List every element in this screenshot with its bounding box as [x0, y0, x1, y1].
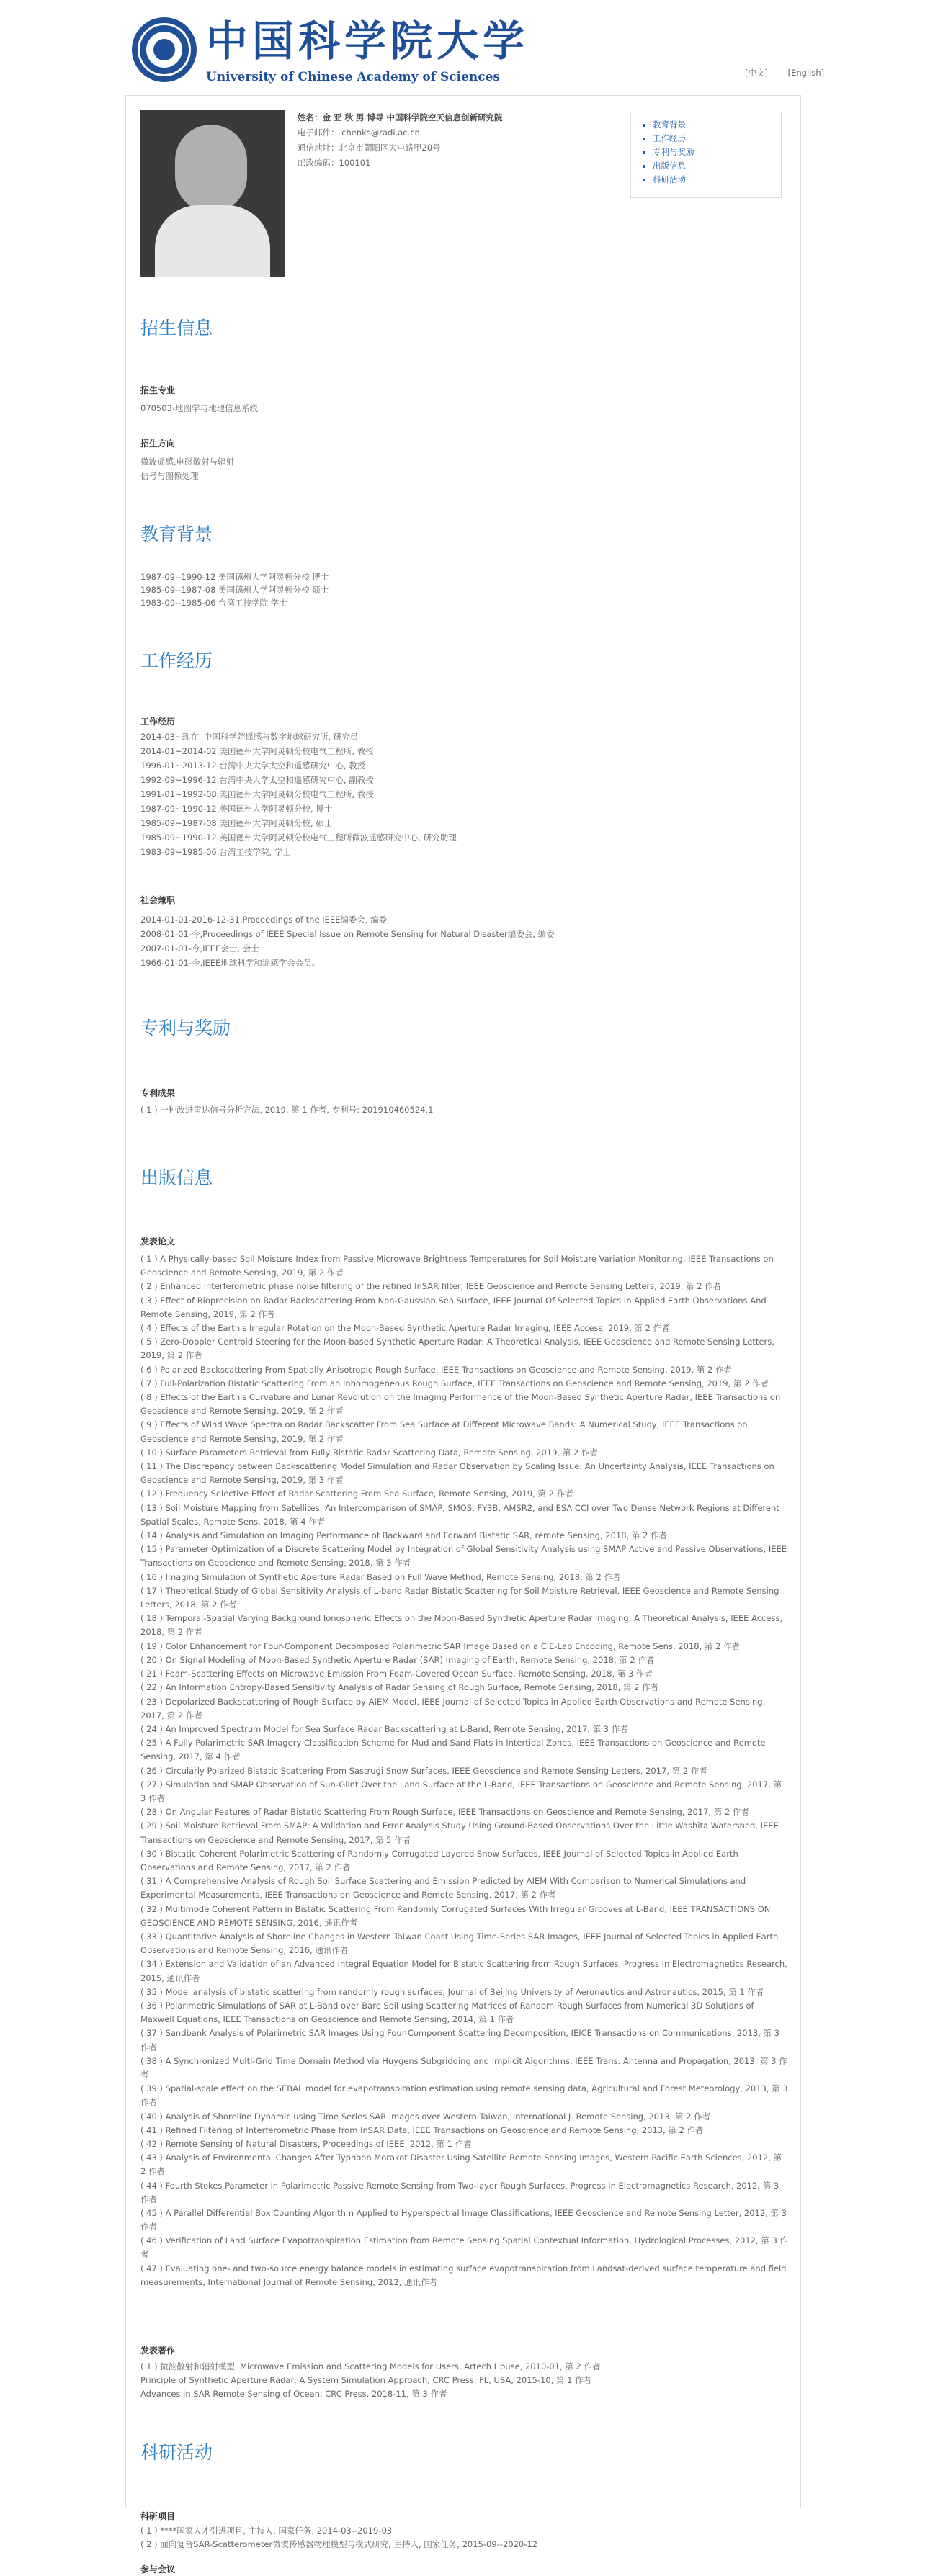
- social-role-item: 1966-01-01-今,IEEE地球科学和遥感学会会员。: [140, 958, 321, 968]
- work-item: 2014-01~2014-02,美国德州大学阿灵顿分校电气工程所, 教授: [140, 746, 374, 756]
- profile-info: [298, 110, 607, 171]
- work-item: 1985-09~1990-12,美国德州大学阿灵顿分校电气工程所微波遥感研究中心, 研究助理: [140, 833, 457, 843]
- recruit-major-item: 070503-地图学与地理信息系统: [140, 403, 259, 413]
- paper-item: ( 9 ) Effects of Wind Wave Spectra on Radar Backscatter From Sea Surface at Different Microwave Bands: A Numerical Study, IEEE Transactions on Geoscience and Remote Sensing, 2019, 第 2 作者: [140, 1419, 748, 1444]
- paper-item: ( 42 ) Remote Sensing of Natural Disasters, Proceedings of IEEE, 2012, 第 1 作者: [140, 2139, 472, 2149]
- education-item: 1983-09--1985-06 台湾工技学院 学士: [140, 598, 287, 608]
- patent-results-heading: 专利成果: [140, 1088, 176, 1098]
- research-projects-list: [140, 2524, 789, 2552]
- work-item: 1983-09~1985-06,台湾工技学院, 学士: [140, 847, 291, 857]
- section-title-recruit: 招生信息: [140, 318, 213, 338]
- recruit-major-heading: 招生专业: [140, 385, 176, 395]
- paper-item: ( 45 ) A Parallel Differential Box Counting Algorithm Applied to Hyperspectral Image Classifications, IEEE Geoscience and Remote Sensing Letter, 2012, 第 3 作者: [140, 2208, 787, 2232]
- paper-item: ( 19 ) Color Enhancement for Four-Component Decomposed Polarimetric SAR Image Based on a CIE-Lab Encoding, Remote Sens, 2018, 第 2 作者: [140, 1641, 740, 1651]
- paper-item: ( 28 ) On Angular Features of Radar Bistatic Scattering From Rough Surface, IEEE Transactions on Geoscience and Remote Sensing, 2017, 第 2 作者: [140, 1807, 749, 1818]
- paper-item: ( 35 ) Model analysis of bistatic scattering from randomly rough surfaces, Journal of Beijing University of Aeronautics and Astronautics, 2015, 第 1 作者: [140, 1986, 764, 1997]
- paper-item: ( 44 ) Fourth Stokes Parameter in Polarimetric Passive Remote Sensing from Two-layer Rough Surfaces, Progress In Electromagnetics Research, 2012, 第 3 作者: [140, 2180, 779, 2204]
- social-role-item: 2008-01-01-今,Proceedings of IEEE Special Issue on Remote Sensing for Natural Disaster编委会, 编委: [140, 929, 555, 939]
- paper-item: ( 29 ) Soil Moisture Retrieval From SMAP: A Validation and Error Analysis Study Using Ground-Based Observations Over the Little Washita Watershed, IEEE Transactions on Geoscience and Remote Sensing, 2017, 第 5 作者: [140, 1821, 779, 1845]
- social-role-item: 2007-01-01-今,IEEE会士, 会士: [140, 943, 259, 953]
- paper-item: ( 27 ) Simulation and SMAP Observation of Sun-Glint Over the Land Surface at the L-Band, IEEE Transactions on Geoscience and Remote Sensing, 2017, 第 3 作者: [140, 1779, 782, 1803]
- toc-item-publications[interactable]: ▪ 出版信息: [653, 159, 774, 173]
- paper-item: ( 37 ) Sandbank Analysis of Polarimetric SAR Images Using Four-Component Scattering Decomposition, IEICE Transactions on Communications, 2013, 第 3 作者: [140, 2028, 779, 2052]
- paper-item: ( 18 ) Temporal-Spatial Varying Background Ionospheric Effects on the Moon-Based Synthetic Aperture Radar Imaging: A Theoretical Analysis, IEEE Access, 2018, 第 2 作者: [140, 1613, 783, 1638]
- work-history-heading: 工作经历: [140, 717, 176, 727]
- paper-item: ( 47 ) Evaluating one- and two-source energy balance models in estimating surface evapotranspiration from Landsat-derived surface temperature and field measurements, International Journal of Remote Sensing, 2012, 通讯作者: [140, 2263, 787, 2288]
- paper-item: ( 34 ) Extension and Validation of an Advanced Integral Equation Model for Bistatic Scattering from Rough Surfaces, Progress In Electromagnetics Research, 2015, 通讯作者: [140, 1959, 787, 1983]
- section-title-patents: 专利与奖励: [140, 1018, 231, 1038]
- paper-item: ( 22 ) An Information Entropy-Based Sensitivity Analysis of Radar Sensing of Rough Surface, Remote Sensing, 2018, 第 2 作者: [140, 1682, 659, 1693]
- paper-item: ( 26 ) Circularly Polarized Bistatic Scattering From Sastrugi Snow Surfaces, IEEE Geoscience and Remote Sensing Letters, 2017, 第 2 作者: [140, 1765, 707, 1776]
- paper-item: ( 38 ) A Synchronized Multi-Grid Time Domain Method via Huygens Subgridding and Implicit Algorithms, IEEE Trans. Antenna and Propagation, 2013, 第 3 作者: [140, 2055, 787, 2080]
- work-item: 1992-09~1996-12,台湾中央大学太空和遥感研究中心, 副教授: [140, 775, 374, 785]
- paper-item: ( 3 ) Effect of Bioprecision on Radar Backscattering From Non-Gaussian Sea Surface, IEEE Journal Of Selected Topics In Applied Earth Observations And Remote Sensing, 2019, 第 2 作者: [140, 1295, 767, 1319]
- logo-chinese-name: 中国科学院大学: [206, 17, 529, 66]
- logo-english-name: University of Chinese Academy of Sciences: [206, 70, 500, 84]
- lang-english-link[interactable]: [English]: [787, 68, 825, 78]
- profile-address: 通信地址：北京市朝阳区大屯路甲20号: [298, 143, 441, 153]
- section-title-work: 工作经历: [140, 650, 213, 671]
- paper-item: ( 21 ) Foam-Scattering Effects on Microwave Emission From Foam-Covered Ocean Surface, Remote Sensing, 2018, 第 3 作者: [140, 1669, 653, 1679]
- paper-item: ( 32 ) Multimode Coherent Pattern in Bistatic Scattering From Randomly Corrugated Surfaces With Irregular Grooves at L-Band, IEEE TRANSACTIONS ON GEOSCIENCE AND REMOTE SENSING, 2016, 通讯作者: [140, 1903, 771, 1928]
- recruit-direction-item: 微波遥感,电磁散射与辐射: [140, 457, 235, 467]
- work-item: 1996-01~2013-12,台湾中央大学太空和遥感研究中心, 教授: [140, 760, 366, 771]
- paper-item: ( 33 ) Quantitative Analysis of Shoreline Changes in Western Taiwan Coast Using Time-Series SAR Images, IEEE Journal of Selected Topics in Applied Earth Observations and Remote Sensing, 2016, 通讯作者: [140, 1931, 779, 1956]
- profile-postcode: 邮政编码：100101: [298, 158, 371, 168]
- papers-heading: 发表论文: [140, 1237, 176, 1247]
- research-project-item: ( 1 ) ****国家人才引进项目, 主持人, 国家任务, 2014-03--2019-03: [140, 2526, 393, 2536]
- paper-item: ( 8 ) Effects of the Earth's Curvature and Lunar Revolution on the Imaging Performance of the Moon-Based Synthetic Aperture Radar, IEEE Transactions on Geoscience and Remote Sensing, 2019, 第 2 作者: [140, 1392, 781, 1417]
- paper-item: ( 7 ) Full-Polarization Bistatic Scattering From an Inhomogeneous Rough Surface, IEEE Transactions on Geoscience and Remote Sensing, 2019, 第 2 作者: [140, 1378, 769, 1388]
- section-title-education: 教育背景: [140, 524, 213, 544]
- paper-item: ( 46 ) Verification of Land Surface Evapotranspiration Estimation from Remote Sensing Spatial Contextual Information, Hydrological Processes, 2012, 第 3 作者: [140, 2235, 788, 2260]
- paper-item: ( 41 ) Refined Filtering of Interferometric Phase from InSAR Data, IEEE Transactions on Geoscience and Remote Sensing, 2013, 第 2 作者: [140, 2124, 704, 2135]
- ucas-emblem-icon: [132, 17, 197, 82]
- research-project-item: ( 2 ) 面向复合SAR-Scatterometer微波传感器物理模型与模式研究, 主持人, 国家任务, 2015-09--2020-12: [140, 2539, 538, 2549]
- paper-item: ( 10 ) Surface Parameters Retrieval from Fully Bistatic Radar Scattering Data, Remote Sensing, 2019, 第 2 作者: [140, 1447, 598, 1458]
- language-switcher: [728, 66, 824, 79]
- paper-item: ( 30 ) Bistatic Coherent Polarimetric Scattering of Randomly Corrugated Layered Snow Surfaces, IEEE Journal of Selected Topics in Applied Earth Observations and Remote Sensing, 2017, 第 2 作者: [140, 1848, 738, 1872]
- paper-item: ( 11 ) The Discrepancy between Backscattering Model Simulation and Radar Observation by Scaling Issue: An Uncertainty Analysis, IEEE Transactions on Geoscience and Remote Sensing, 2019, 第 3 作者: [140, 1461, 774, 1486]
- paper-item: ( 6 ) Polarized Backscattering From Spatially Anisotropic Rough Surface, IEEE Transactions on Geoscience and Remote Sensing, 2019, 第 2 作者: [140, 1364, 733, 1375]
- toc-item-patents[interactable]: ▪ 专利与奖励: [653, 145, 774, 159]
- work-item: 1985-09~1987-08,美国德州大学阿灵顿分校, 硕士: [140, 818, 333, 828]
- lang-chinese-link[interactable]: [中文]: [745, 68, 768, 78]
- work-item: 1987-09~1990-12,美国德州大学阿灵顿分校, 博士: [140, 804, 333, 814]
- work-item: 2014-03~现在, 中国科学院遥感与数字地球研究所, 研究员: [140, 732, 359, 742]
- paper-item: ( 12 ) Frequency Selective Effect of Radar Scattering From Sea Surface, Remote Sensing, 2019, 第 2 作者: [140, 1489, 573, 1499]
- paper-item: ( 31 ) A Comprehensive Analysis of Rough Soil Surface Scattering and Emission Predicted by AIEM With Comparison to Numerical Simulations and Experimental Measurements, IEEE Transactions on Geoscience and Remote Sensing, 2017, 第 2 作者: [140, 1876, 746, 1900]
- section-navigation: [630, 112, 782, 198]
- paper-item: ( 2 ) Enhanced interferometric phase noise filtering of the refined InSAR filter, IEEE Geoscience and Remote Sensing Letters, 2019, 第 2 作者: [140, 1281, 722, 1292]
- paper-item: ( 15 ) Parameter Optimization of a Discrete Scattering Model by Integration of Global Sensitivity Analysis using SMAP Active and Passive Observations, IEEE Transactions on Geoscience and Remote Sensing, 2018, 第 3 作者: [140, 1544, 787, 1569]
- paper-item: ( 5 ) Zero-Doppler Centroid Steering for the Moon-based Synthetic Aperture Radar: A Theoretical Analysis, IEEE Geoscience and Remote Sensing Letters, 2019, 第 2 作者: [140, 1337, 774, 1361]
- toc-item-education[interactable]: ▪ 教育背景: [653, 118, 774, 132]
- social-role-item: 2014-01-01-2016-12-31,Proceedings of the IEEE编委会, 编委: [140, 915, 388, 925]
- book-item: Principle of Synthetic Aperture Radar: A System Simulation Approach, CRC Press, FL, USA, 2015-10, 第 1 作者: [140, 2375, 592, 2385]
- work-history-list: [140, 730, 789, 859]
- profile-name-line: 姓名：金 亚 秋 男 博导 中国科学院空天信息创新研究院: [298, 112, 503, 122]
- profile-email: 电子邮件： chenks@radi.ac.cn: [298, 127, 420, 138]
- paper-item: ( 40 ) Analysis of Shoreline Dynamic using Time Series SAR images over Western Taiwan, International J. Remote Sensing, 2013, 第 2 作者: [140, 2111, 711, 2122]
- social-roles-heading: 社会兼职: [140, 895, 176, 905]
- book-item: ( 1 ) 微波散射和辐射模型, Microwave Emission and Scattering Models for Users, Artech House, 2010-01, 第 2 作者: [140, 2361, 601, 2371]
- books-list: [140, 2360, 789, 2401]
- conferences-heading: 参与会议: [140, 2564, 176, 2575]
- education-item: 1985-09--1987-08 美国德州大学阿灵顿分校 硕士: [140, 585, 329, 595]
- paper-item: ( 24 ) An Improved Spectrum Model for Sea Surface Radar Backscattering at L-Band, Remote Sensing, 2017, 第 3 作者: [140, 1723, 628, 1734]
- papers-list: [140, 1252, 789, 2289]
- paper-item: ( 25 ) A Fully Polarimetric SAR Imagery Classification Scheme for Mud and Sand Flats in Intertidal Zones, IEEE Transactions on Geoscience and Remote Sensing, 2017, 第 4 作者: [140, 1738, 766, 1762]
- research-projects-heading: 科研项目: [140, 2511, 176, 2521]
- recruit-direction-item: 信号与图像处理: [140, 471, 199, 481]
- patent-item: ( 1 ) 一种改进雷达信号分析方法, 2019, 第 1 作者, 专利号: 201910460524.1: [140, 1105, 434, 1115]
- paper-item: ( 23 ) Depolarized Backscattering of Rough Surface by AIEM Model, IEEE Journal of Selected Topics in Applied Earth Observations and Remote Sensing, 2017, 第 2 作者: [140, 1696, 766, 1720]
- work-item: 1991-01~1992-08,美国德州大学阿灵顿分校电气工程所, 教授: [140, 789, 374, 799]
- paper-item: ( 13 ) Soil Moisture Mapping from Satellites: An Intercomparison of SMAP, SMOS, FY3B, AMSR2, and ESA CCI over Two Dense Network Regions at Different Spatial Scales, Remote Sens, 2018, 第 4 作者: [140, 1502, 779, 1527]
- section-title-research: 科研活动: [140, 2442, 213, 2463]
- site-header: [0, 0, 925, 95]
- social-roles-list: [140, 912, 789, 970]
- paper-item: ( 20 ) On Signal Modeling of Moon-Based Synthetic Aperture Radar (SAR) Imaging of Earth, Remote Sensing, 2018, 第 2 作者: [140, 1654, 655, 1665]
- paper-item: ( 43 ) Analysis of Environmental Changes After Typhoon Morakot Disaster Using Satellite Remote Sensing Images, Western Pacific Earth Sciences, 2012, 第 2 作者: [140, 2153, 782, 2177]
- paper-item: ( 36 ) Polarimetric Simulations of SAR at L-Band over Bare Soil using Scattering Matrices of Random Rough Surfaces from Numerical 3D Solutions of Maxwell Equations, IEEE Transactions on Geoscience and Remote Sensing, 2014, 第 1 作者: [140, 2000, 754, 2025]
- paper-item: ( 39 ) Spatial-scale effect on the SEBAL model for evapotranspiration estimation using remote sensing data, Agricultural and Forest Meteorology, 2013, 第 3 作者: [140, 2083, 788, 2108]
- paper-item: ( 14 ) Analysis and Simulation on Imaging Performance of Backward and Forward Bistatic SAR, remote Sensing, 2018, 第 2 作者: [140, 1530, 667, 1541]
- toc-item-research[interactable]: ▪ 科研活动: [653, 173, 774, 187]
- books-heading: 发表著作: [140, 2346, 176, 2356]
- education-item: 1987-09--1990-12 美国德州大学阿灵顿分校 博士: [140, 572, 329, 582]
- profile-photo: [140, 110, 285, 277]
- recruit-direction-heading: 招生方向: [140, 439, 176, 449]
- toc-item-work[interactable]: ▪ 工作经历: [653, 132, 774, 145]
- paper-item: ( 17 ) Theoretical Study of Global Sensitivity Analysis of L-band Radar Bistatic Scattering for Soil Moisture Retrieval, IEEE Geoscience and Remote Sensing Letters, 2018, 第 2 作者: [140, 1585, 779, 1610]
- section-title-publications: 出版信息: [140, 1167, 213, 1188]
- paper-item: ( 4 ) Effects of the Earth's Irregular Rotation on the Moon-Based Synthetic Aperture Radar Imaging, IEEE Access, 2019, 第 2 作者: [140, 1323, 670, 1334]
- paper-item: ( 1 ) A Physically-based Soil Moisture Index from Passive Microwave Brightness Temperatures for Soil Moisture Variation Monitoring, IEEE Transactions on Geoscience and Remote Sensing, 2019, 第 2 作者: [140, 1254, 774, 1278]
- book-item: Advances in SAR Remote Sensing of Ocean, CRC Press, 2018-11, 第 3 作者: [140, 2389, 447, 2399]
- paper-item: ( 16 ) Imaging Simulation of Synthetic Aperture Radar Based on Full Wave Method, Remote Sensing, 2018, 第 2 作者: [140, 1571, 621, 1582]
- profile-panel: [125, 95, 801, 2575]
